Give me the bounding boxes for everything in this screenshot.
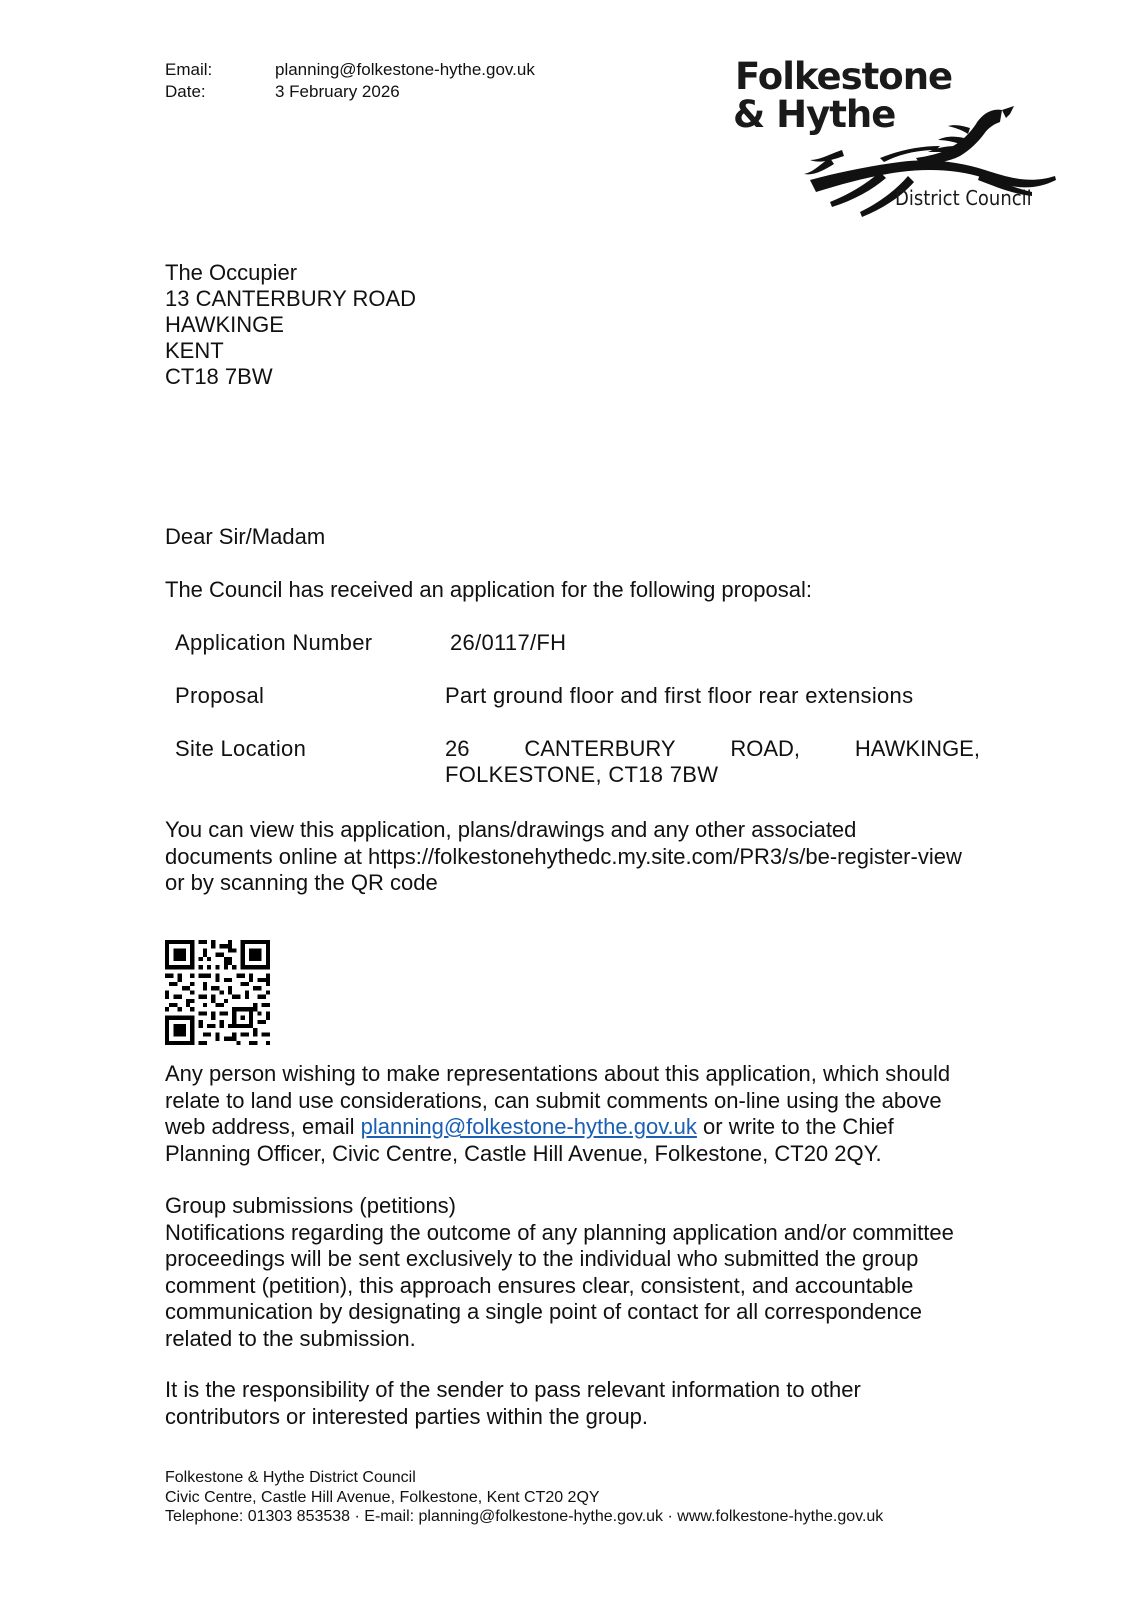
group-submissions-paragraph bbox=[165, 1193, 1010, 1352]
group-line: related to the submission. bbox=[165, 1325, 416, 1351]
salutation: Dear Sir/Madam bbox=[165, 524, 326, 549]
intro-text: The Council has received an application for the following proposal: bbox=[165, 577, 812, 602]
responsibility-paragraph bbox=[165, 1377, 1010, 1430]
address-line: HAWKINGE bbox=[165, 312, 284, 337]
date-value: 3 February 2026 bbox=[275, 82, 400, 101]
qr-code-icon[interactable] bbox=[165, 940, 270, 1045]
email-label: Email: bbox=[165, 60, 213, 79]
resp-line: contributors or interested parties within the group. bbox=[165, 1403, 649, 1429]
reps-line-post: or write to the Chief bbox=[696, 1114, 894, 1139]
reps-line: relate to land use considerations, can submit comments on-line using the above bbox=[165, 1087, 942, 1113]
reps-line: Any person wishing to make representations about this application, which should bbox=[165, 1061, 951, 1086]
resp-line: It is the responsibility of the sender to pass relevant information to other bbox=[165, 1377, 861, 1402]
site-word: CANTERBURY bbox=[524, 736, 676, 761]
recipient-address bbox=[165, 260, 416, 390]
site-location-line-1 bbox=[445, 736, 980, 762]
site-word: HAWKINGE, bbox=[854, 736, 980, 761]
representations-paragraph bbox=[165, 1061, 1010, 1167]
footer-line: Civic Centre, Castle Hill Avenue, Folkestone, Kent CT20 2QY bbox=[165, 1488, 600, 1506]
address-line: KENT bbox=[165, 338, 224, 363]
council-logo bbox=[735, 55, 1055, 215]
reps-line-pre: web address, email bbox=[165, 1114, 361, 1139]
proposal-label: Proposal bbox=[175, 683, 265, 708]
reps-line: Planning Officer, Civic Centre, Castle Hill Avenue, Folkestone, CT20 2QY. bbox=[165, 1140, 882, 1166]
view-line: You can view this application, plans/drawings and any other associated bbox=[165, 817, 857, 842]
app-number-value: 26/0117/FH bbox=[450, 630, 567, 655]
site-location-line-2: FOLKESTONE, CT18 7BW bbox=[445, 762, 719, 787]
group-line: comment (petition), this approach ensures clear, consistent, and accountable bbox=[165, 1272, 914, 1298]
address-line: CT18 7BW bbox=[165, 364, 273, 389]
group-line: communication by designating a single point of contact for all correspondence bbox=[165, 1299, 923, 1324]
site-word: 26 bbox=[445, 736, 470, 761]
reps-line bbox=[165, 1114, 1010, 1141]
address-line: 13 CANTERBURY ROAD bbox=[165, 286, 417, 311]
site-label: Site Location bbox=[175, 736, 307, 761]
logo-line-3: District Council bbox=[895, 186, 1032, 210]
view-line: or by scanning the QR code bbox=[165, 870, 438, 895]
group-heading: Group submissions (petitions) bbox=[165, 1193, 457, 1218]
date-label: Date: bbox=[165, 82, 206, 101]
group-line: proceedings will be sent exclusively to the individual who submitted the group bbox=[165, 1246, 919, 1271]
site-word: ROAD, bbox=[730, 736, 801, 761]
proposal-value: Part ground floor and first floor rear extensions bbox=[445, 683, 914, 708]
logo-line-2: & Hythe bbox=[733, 93, 896, 136]
footer-line: Folkestone & Hythe District Council bbox=[165, 1469, 416, 1486]
letter-footer bbox=[165, 1468, 883, 1527]
address-line: The Occupier bbox=[165, 260, 298, 285]
app-number-label: Application Number bbox=[175, 630, 373, 655]
logo-line-1: Folkestone bbox=[735, 55, 953, 98]
footer-line: Telephone: 01303 853538 · E-mail: planning@folkestone-hythe.gov.uk · www.folkestone-hythe.gov.uk bbox=[165, 1508, 884, 1525]
view-online-paragraph bbox=[165, 817, 1010, 897]
planning-email-link[interactable]: planning@folkestone-hythe.gov.uk bbox=[360, 1114, 697, 1139]
email-value[interactable]: planning@folkestone-hythe.gov.uk bbox=[275, 60, 535, 79]
view-line: documents online at https://folkestonehythedc.my.site.com/PR3/s/be-register-view bbox=[165, 843, 962, 869]
group-line: Notifications regarding the outcome of any planning application and/or committee bbox=[165, 1219, 954, 1245]
